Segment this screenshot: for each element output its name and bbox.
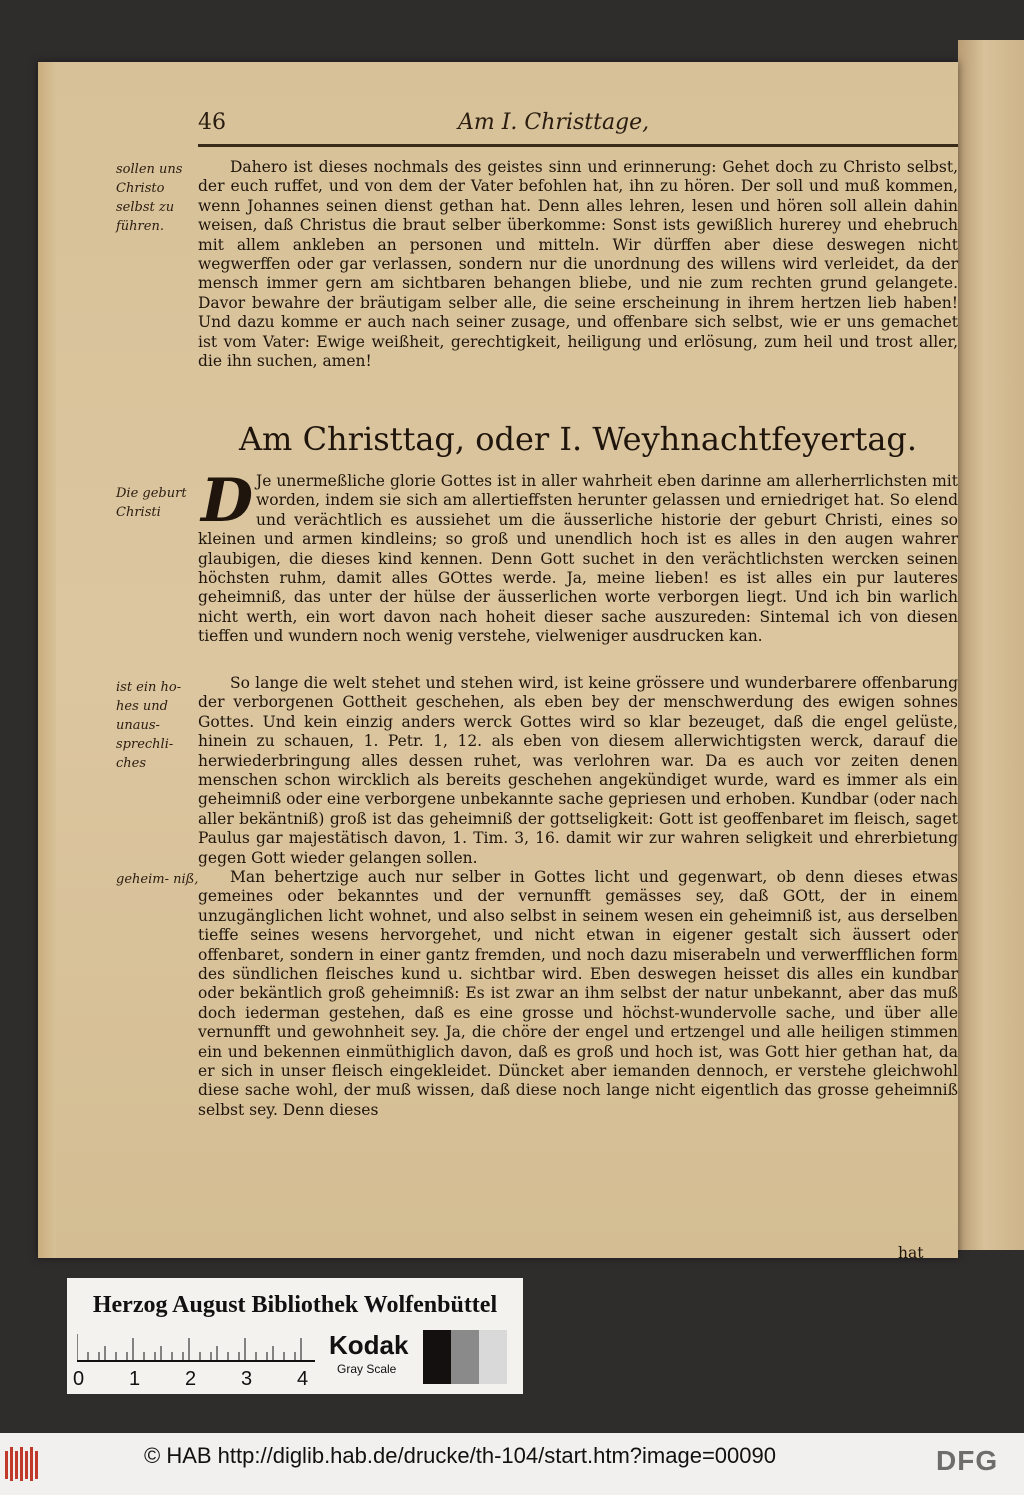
adjacent-page [958, 40, 1024, 1250]
catchword: hat [898, 1244, 924, 1262]
ruler-label-0: 0 [73, 1368, 85, 1390]
scan-label-card [67, 1278, 523, 1394]
ruler-label-3: 3 [241, 1368, 253, 1390]
header-rule [198, 144, 958, 147]
ruler-labels [71, 1368, 331, 1392]
ruler-label-4: 4 [297, 1368, 309, 1390]
kodak-brand: Kodak [329, 1330, 409, 1360]
margin-note-4: geheim- niß, [116, 872, 199, 887]
paragraph-2-text: Je unermeßliche glorie Gottes ist in aller wahrheit eben darinne am allerherrlichsten mit worden, indem sie sich am allertieffsten herunter gelassen und erniedriget hat. So elend und verächtlich es aussiehet um die äusserliche historie der geburt Christi, eines so kleinen und armen kindleins; so groß und unendlich hoch ist es alles in den augen wahrer glaubigen, die dieses kind kennen. Denn Gott suchet in den verächtlichsten wercken seinen höchsten ruhm, damit alles GOttes werde. Ja, meine lieben! es ist alles ein pur lauteres geheimniß, das unter der hülse der äusserlichen worte verborgen liegt. Und ich bin warlich nicht werth, ein wort davon nach hoheit dieser sache auszureden: Sintemal ich von diesen tieffen und wundern noch wenig verstehe, vielweniger ausdrucken kan. [198, 472, 958, 646]
ruler-scale [77, 1334, 315, 1362]
ruler-label-1: 1 [129, 1368, 141, 1390]
margin-note-3: ist ein ho- hes und unaus- sprechli- ches [116, 680, 182, 771]
running-head: Am I. Christtage, [458, 110, 650, 135]
footer-copyright: © HAB http://diglib.hab.de/drucke/th-104/start.htm?image=00090 [144, 1443, 776, 1468]
section-title: Am Christtag, oder I. Weyhnachtfeyertag. [238, 420, 918, 458]
page-edge [38, 62, 56, 1258]
footer-bar [0, 1433, 1024, 1495]
swatch-light [479, 1330, 507, 1384]
swatch-black [423, 1330, 451, 1384]
page-number: 46 [198, 110, 226, 135]
margin-note-1: sollen uns Christo selbst zu führen. [116, 162, 183, 234]
paragraph-3: So lange die welt stehet und stehen wird, ist keine grössere und wunderbarere offenbarung der verborgenen Gottheit geschehen, als eben bey der menschwerdung des ewigen sohnes Gottes. Und kein einzig anders werck Gottes wird so klar bezeuget, daß die engel gelüste, hinein zu schauen, 1. Petr. 1, 12. als eben von diesem allerwichtigsten werck, darauf die herwiederbringung alles dessen ruhet, was verlohren war. Da es auch vor zeiten denen menschen schon wircklich als bereits geschehen angekündiget wurde, ward es immer als ein geheimniß oder eine verborgene unbekannte sache gepriesen und erhoben. Kundbar (oder nach aller bekäntniß) groß ist das geheimniß der gottseligkeit: Gott ist geoffenbaret im fleisch, saget Paulus gar majestätisch davon, 1. Tim. 3, 16. damit wir zur wahren seligkeit und ehrerbietung gegen Gott wieder gelangen sollen. [198, 674, 958, 867]
gray-scale-label: Gray Scale [337, 1362, 397, 1376]
paragraph-1: Dahero ist dieses nochmals des geistes sinn und erinnerung: Gehet doch zu Christo selbst, der euch ruffet, und von dem der Vater befohlen hat, ihn zu hören. Der soll und muß kommen, wenn Johannes seinen dienst gethan hat. Denn alles lehren, lesen und hören soll allein dahin weisen, daß Christus die braut selber überkomme: Sonst ists gewißlich hurerey und ehebruch mit allem ankleben an personen und mitteln. Wir dürffen aber diese deswegen nicht wegwerffen oder gar verlassen, sondern nur die unordnung des willens wird verleidet, da der mensch immer gern am sichtbaren behangen bliebe, und nie zum rechten grund gelangete. Davor bewahre der bräutigam selber alle, die seine erscheinung in ihrem hertzen lieb haben! Und dazu komme er auch nach seiner zusage, und offenbare sich selbst, wie er uns gemachet ist vom Vater: Ewige weißheit, gerechtigkeit, heiligung und erlösung, zum heil und trost aller, die ihn suchen, amen! [198, 158, 958, 371]
library-logo-icon [4, 1445, 38, 1483]
initial-letter: D [200, 466, 254, 536]
margin-note-2: Die geburt Christi [116, 486, 187, 520]
ruler-label-2: 2 [185, 1368, 197, 1390]
scanned-page [38, 62, 958, 1262]
paragraph-2 [198, 466, 958, 647]
dfg-logo: DFG [936, 1445, 999, 1476]
paragraph-4: Man behertzige auch nur selber in Gottes licht und gegenwart, ob denn dieses etwas gemeines oder bekanntes und der vernunfft gemässes sey, daß GOtt, der in einem unzugänglichen licht wohnet, und also selbst in seinem wesen ein geheimniß ist, aus derselben tieffe seines wesens hervorgehet, und nicht etwan in eigener gestalt sich äussert oder offenbaret, sondern in einer gantz fremden, und noch dazu miserabeln und verwerfflichen form des sündlichen fleisches kund u. sichtbar wird. Eben deswegen heisset dis alles ein kundbar oder bekäntlich groß geheimniß: Es ist zwar an ihm selbst der natur unbekannt, aber das muß doch iederman gestehen, daß es eine grosse und höchst-wundervolle sache, und über alle vernunfft und gewohnheit sey. Ja, die chöre der engel und ertzengel und alle heiligen stimmen ein und bekennen einmüthiglich davon, daß es groß und hoch ist, was Gott hier gethan hat, da er sich in unser fleisch eingekleidet. Düncket aber iemanden dennoch, er verstehe gleichwohl diese sache wohl, der muß wissen, daß diese noch lange nicht eigentlich das grosse geheimniß selbst sey. Denn dieses [198, 868, 958, 1119]
library-name: Herzog August Bibliothek Wolfenbüttel [92, 1292, 498, 1318]
page-header [198, 110, 958, 140]
swatch-gray [451, 1330, 479, 1384]
